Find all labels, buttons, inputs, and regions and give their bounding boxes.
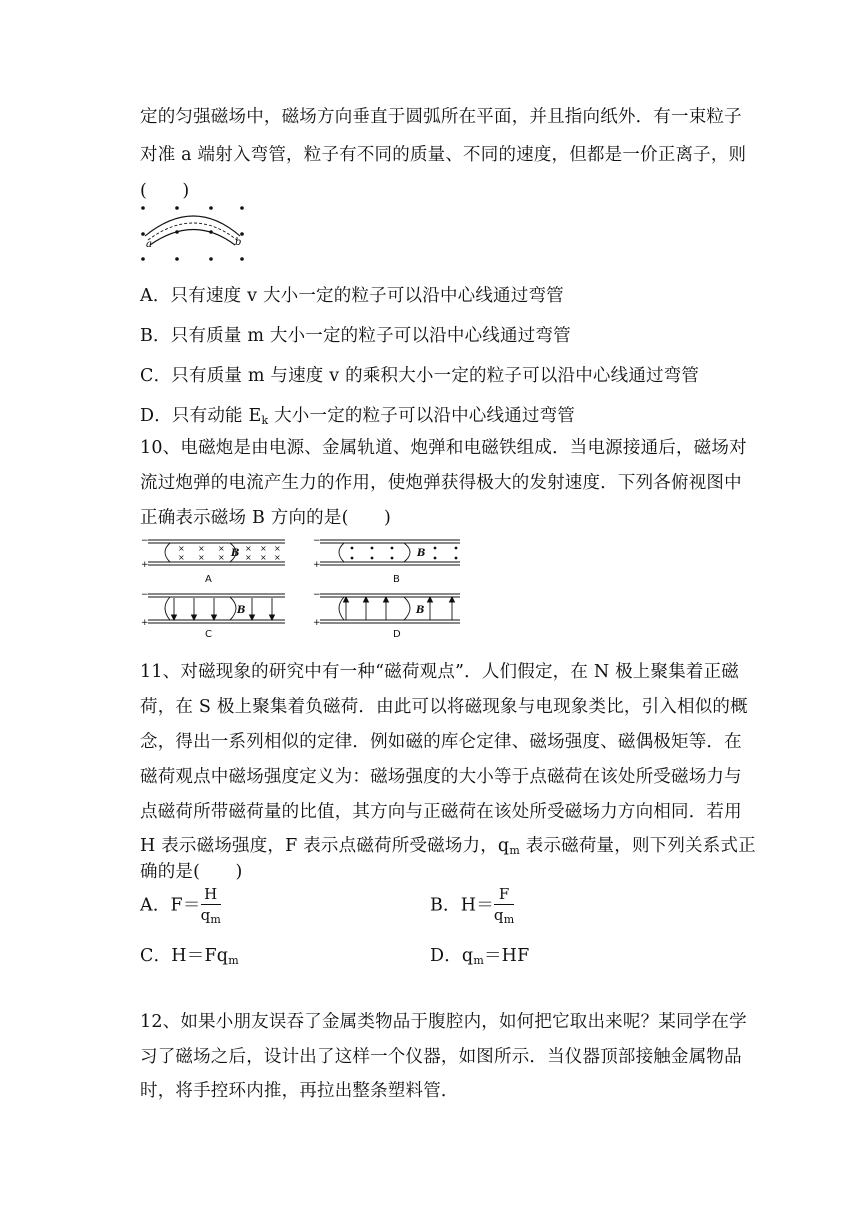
- svg-text:×: ×: [198, 553, 205, 562]
- q10-panel-label-d: D: [393, 629, 401, 640]
- q11-text-line-1: 11、对磁现象的研究中有一种“磁荷观点”．人们假定，在 N 极上聚集着正磁: [140, 662, 739, 682]
- q9-option-d: [140, 402, 575, 427]
- q9-option-b: B．只有质量 m 大小一定的粒子可以沿中心线通过弯管: [140, 326, 571, 346]
- q11-option-d-post: ＝HF: [483, 946, 530, 966]
- q10-plus-c: +: [141, 618, 149, 628]
- q11-option-b: [430, 887, 514, 925]
- svg-text:×: ×: [274, 544, 281, 553]
- q11-option-a-pre: A．F＝: [140, 895, 201, 916]
- q11-option-c-pre: C．H＝Fq: [140, 946, 229, 966]
- q9-label-a: a: [146, 239, 152, 250]
- svg-text:×: ×: [218, 544, 225, 553]
- q11-option-d: [430, 942, 530, 967]
- q10-text-line-3: 正确表示磁场 B 方向的是( ): [140, 508, 392, 528]
- q9-option-d-pre: D．只有动能 E: [140, 406, 262, 426]
- svg-text:×: ×: [245, 544, 252, 553]
- q11-text-line-7: 确的是( ): [140, 862, 243, 882]
- q9-text-line-1: 定的匀强磁场中，磁场方向垂直于圆弧所在平面，并且指向纸外．有一束粒子: [140, 107, 742, 127]
- q9-label-b: b: [235, 237, 242, 248]
- svg-text:×: ×: [245, 553, 252, 562]
- q11-option-d-pre: D．q: [430, 946, 474, 966]
- q9-option-d-sub: k: [261, 414, 269, 427]
- q10-field-label-a: B: [231, 548, 240, 559]
- svg-text:×: ×: [178, 553, 185, 562]
- q11-text-line-2: 荷，在 S 极上聚集着负磁荷．由此可以将磁现象与电现象类比，引入相似的概: [140, 697, 748, 717]
- q11-option-c: [140, 942, 239, 967]
- q10-minus-a: −: [141, 536, 149, 546]
- q12-text-line-1: 12、如果小朋友误吞了金属类物品于腹腔内，如何把它取出来呢？某同学在学: [140, 1012, 747, 1032]
- q11-text-line-3: 念，得出一系列相似的定律．例如磁的库仑定律、磁场强度、磁偶极矩等．在: [140, 732, 742, 752]
- q11-text-line-4: 磁荷观点中磁场强度定义为：磁场强度的大小等于点磁荷在该处所受磁场力与: [140, 767, 742, 787]
- q12-text-line-3: 时，将手控环内推，再拉出整条塑料管．: [140, 1081, 459, 1101]
- q10-field-label-d: B: [416, 605, 425, 616]
- q11-option-a: [140, 887, 221, 925]
- q10-minus-c: −: [141, 590, 149, 600]
- q11-line6-sub: m: [509, 844, 520, 857]
- q10-plus-a: +: [141, 560, 149, 570]
- q10-panel-label-a: A: [205, 574, 212, 585]
- q9-option-d-post: 大小一定的粒子可以沿中心线通过弯管: [268, 406, 576, 426]
- q11-option-b-fraction: $\frac{F}{q_m}$: [493, 885, 515, 926]
- q11-option-b-pre: B．H＝: [430, 895, 494, 916]
- q11-text-line-5: 点磁荷所带磁荷量的比值，其方向与正磁荷在该处所受磁场力方向相同．若用: [140, 802, 742, 822]
- q11-option-d-sub: m: [473, 954, 484, 967]
- q10-field-label-b: B: [417, 548, 426, 559]
- q10-plus-d: +: [313, 618, 321, 628]
- svg-text:×: ×: [178, 544, 185, 553]
- q9-text-line-2: 对准 a 端射入弯管，粒子有不同的质量、不同的速度，但都是一价正离子，则: [140, 145, 747, 165]
- svg-text:×: ×: [260, 553, 267, 562]
- q10-panel-label-b: B: [393, 574, 400, 585]
- svg-text:×: ×: [260, 544, 267, 553]
- q10-panel-label-c: C: [205, 629, 212, 640]
- q11-line6-pre: H 表示磁场强度，F 表示点磁荷所受磁场力，q: [140, 836, 510, 856]
- q10-plus-b: +: [313, 560, 321, 570]
- q11-option-c-sub: m: [228, 954, 239, 967]
- q11-line6-post: 表示磁荷量，则下列关系式正: [519, 836, 756, 856]
- q10-field-label-c: B: [237, 605, 246, 616]
- q10-minus-b: −: [313, 536, 321, 546]
- q9-option-a: A．只有速度 v 大小一定的粒子可以沿中心线通过弯管: [140, 286, 564, 306]
- svg-text:×: ×: [198, 544, 205, 553]
- q10-railgun-figure: [140, 534, 470, 640]
- q9-answer-blank: ( ): [140, 181, 190, 201]
- q9-curved-tube-figure: [136, 200, 256, 266]
- q9-option-c: C．只有质量 m 与速度 v 的乘积大小一定的粒子可以沿中心线通过弯管: [140, 366, 700, 386]
- svg-text:×: ×: [218, 553, 225, 562]
- q10-minus-d: −: [313, 590, 321, 600]
- q11-option-a-fraction: $\frac{H}{q_m}$: [200, 885, 222, 926]
- q12-text-line-2: 习了磁场之后，设计出了这样一个仪器，如图所示．当仪器顶部接触金属物品: [140, 1047, 742, 1067]
- q10-text-line-2: 流过炮弹的电流产生力的作用，使炮弹获得极大的发射速度．下列各俯视图中: [140, 473, 742, 493]
- svg-text:×: ×: [274, 553, 281, 562]
- q11-text-line-6: [140, 832, 756, 857]
- q10-text-line-1: 10、电磁炮是由电源、金属轨道、炮弹和电磁铁组成．当电源接通后，磁场对: [140, 438, 747, 458]
